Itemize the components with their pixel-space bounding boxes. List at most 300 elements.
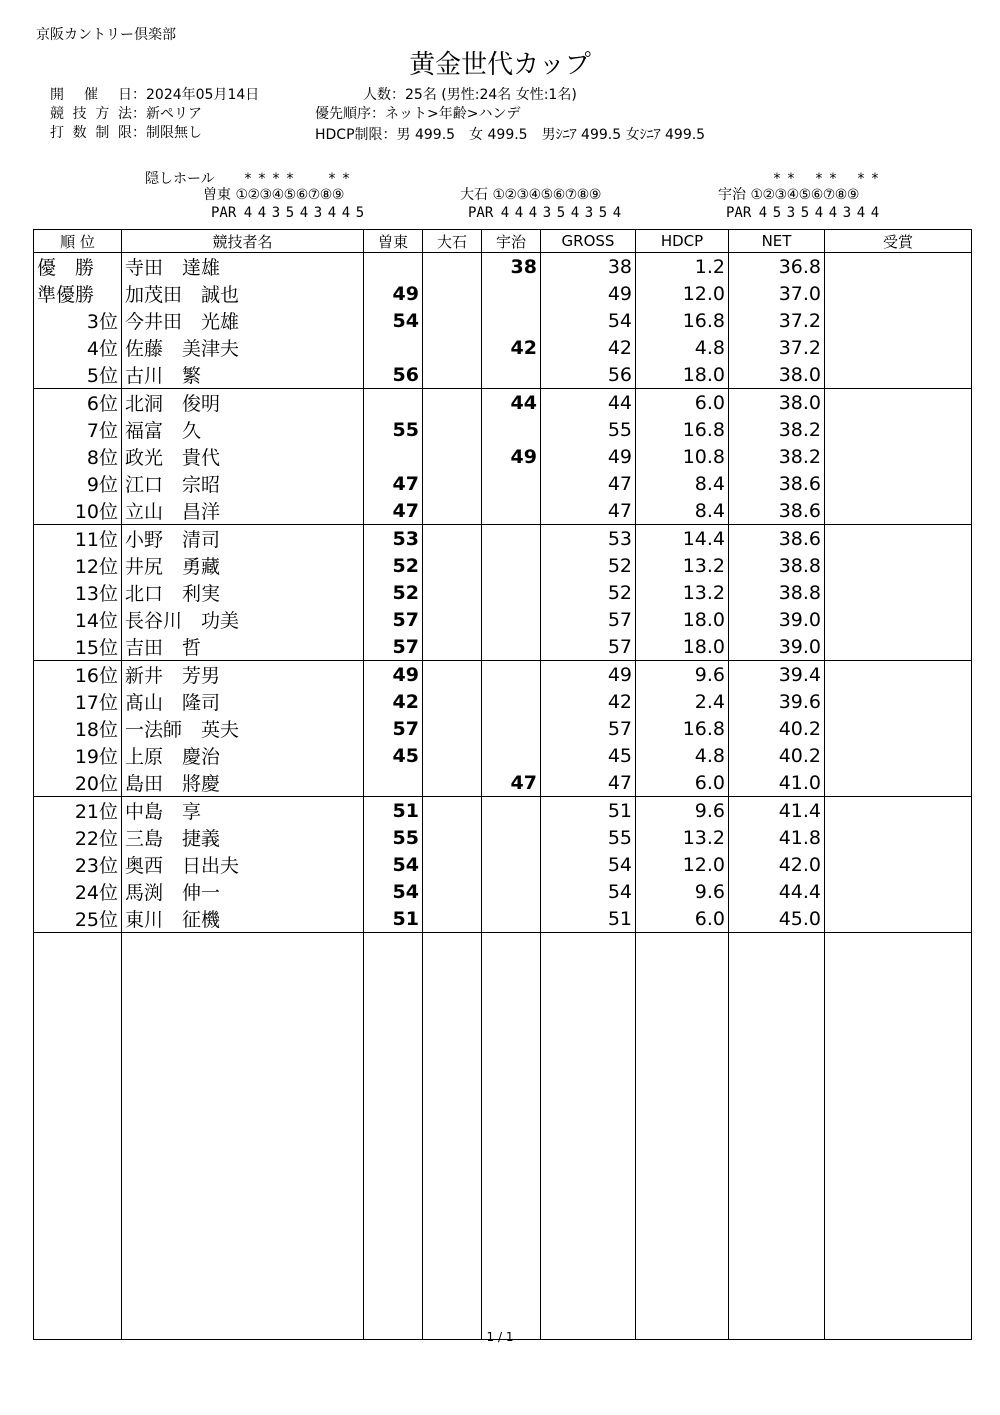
par-value: 3 (313, 205, 323, 221)
player-name: 北洞 俊明 (122, 389, 364, 417)
hidden-mark: * (257, 171, 267, 187)
course-name: 大石 (460, 187, 488, 203)
score-oishi (423, 851, 482, 878)
net-cell: 37.2 (729, 307, 825, 334)
gross-cell: 47 (541, 497, 636, 525)
club-name: 京阪カントリー倶楽部 (36, 27, 176, 43)
player-name: 佐藤 美津夫 (122, 334, 364, 361)
course-holes-row (460, 187, 601, 203)
award-cell (825, 661, 972, 689)
hdcp-cell: 18.0 (636, 633, 729, 661)
empty-cell (825, 933, 972, 1340)
hidden-mark: * (856, 171, 866, 187)
players-count: 人数：25名 (男性:24名 女性:1名) (363, 87, 577, 103)
score-soto: 51 (364, 905, 423, 933)
rank-cell: 15位 (34, 633, 122, 661)
score-soto: 45 (364, 742, 423, 769)
par-value: 3 (584, 205, 594, 221)
table-row (34, 416, 972, 443)
net-cell: 38.8 (729, 579, 825, 606)
award-cell (825, 443, 972, 470)
score-uji: 42 (482, 334, 541, 361)
hidden-mark: * (772, 171, 782, 187)
player-name: 長谷川 功美 (122, 606, 364, 633)
score-uji: 44 (482, 389, 541, 417)
method-value: 新ペリア (146, 106, 202, 122)
table-header (34, 230, 972, 253)
hdcp-cell: 6.0 (636, 769, 729, 797)
rank-cell: 19位 (34, 742, 122, 769)
rank-cell: 4位 (34, 334, 122, 361)
score-uji: 38 (482, 253, 541, 281)
score-soto: 55 (364, 416, 423, 443)
net-cell: 41.0 (729, 769, 825, 797)
empty-cell (636, 933, 729, 1340)
rank-cell: 13位 (34, 579, 122, 606)
par-value: 4 (257, 205, 267, 221)
rank-cell: 12位 (34, 552, 122, 579)
par-value: 5 (285, 205, 295, 221)
score-uji (482, 633, 541, 661)
rank-cell: 7位 (34, 416, 122, 443)
par-value: 5 (355, 205, 365, 221)
score-oishi (423, 389, 482, 417)
date-label: 開催日 (50, 87, 132, 103)
table-row (34, 688, 972, 715)
player-name: 江口 宗昭 (122, 470, 364, 497)
gross-cell: 49 (541, 280, 636, 307)
award-cell (825, 606, 972, 633)
table-row (34, 769, 972, 797)
net-cell: 40.2 (729, 742, 825, 769)
score-oishi (423, 280, 482, 307)
score-soto: 57 (364, 715, 423, 742)
rank-cell: 18位 (34, 715, 122, 742)
player-name: 新井 芳男 (122, 661, 364, 689)
table-row (34, 579, 972, 606)
score-soto: 52 (364, 552, 423, 579)
rank-cell: 8位 (34, 443, 122, 470)
award-cell (825, 470, 972, 497)
gross-cell: 53 (541, 525, 636, 553)
player-name: 一法師 英夫 (122, 715, 364, 742)
score-oishi (423, 797, 482, 825)
hdcp-cell: 13.2 (636, 552, 729, 579)
player-name: 上原 慶治 (122, 742, 364, 769)
limit-label: 打数制限 (50, 125, 132, 141)
net-cell: 38.6 (729, 470, 825, 497)
score-oishi (423, 552, 482, 579)
net-cell: 39.0 (729, 633, 825, 661)
col-award: 受賞 (825, 230, 972, 253)
score-oishi (423, 443, 482, 470)
net-cell: 38.2 (729, 443, 825, 470)
rank-cell: 9位 (34, 470, 122, 497)
priority-order: 優先順序：ネット>年齢>ハンデ (315, 106, 521, 122)
col-uji: 宇治 (482, 230, 541, 253)
score-soto: 57 (364, 633, 423, 661)
hidden-mark: * (327, 171, 337, 187)
score-uji (482, 824, 541, 851)
rank-cell: 24位 (34, 878, 122, 905)
player-name: 吉田 哲 (122, 633, 364, 661)
player-name: 立山 昌洋 (122, 497, 364, 525)
par-value: 4 (856, 205, 866, 221)
page-title: 黄金世代カップ (409, 50, 591, 80)
award-cell (825, 715, 972, 742)
table-row (34, 797, 972, 825)
score-soto: 57 (364, 606, 423, 633)
score-oishi (423, 525, 482, 553)
score-uji (482, 416, 541, 443)
score-oishi (423, 661, 482, 689)
hidden-hole-marks (498, 171, 624, 187)
gross-cell: 38 (541, 253, 636, 281)
score-uji (482, 905, 541, 933)
gross-cell: 42 (541, 688, 636, 715)
par-value: 4 (570, 205, 580, 221)
rank-cell: 23位 (34, 851, 122, 878)
award-cell (825, 905, 972, 933)
score-soto (364, 389, 423, 417)
award-cell (825, 253, 972, 281)
par-value: 4 (243, 205, 253, 221)
score-soto: 53 (364, 525, 423, 553)
col-name: 競技者名 (122, 230, 364, 253)
limit-value: 制限無し (146, 125, 202, 141)
table-row (34, 715, 972, 742)
rank-cell: 優 勝 (34, 253, 122, 281)
table-row (34, 742, 972, 769)
par-value: 4 (814, 205, 824, 221)
course-holes-row (718, 187, 859, 203)
net-cell: 37.0 (729, 280, 825, 307)
rank-cell: 21位 (34, 797, 122, 825)
course-name: 宇治 (718, 187, 746, 203)
net-cell: 38.8 (729, 552, 825, 579)
net-cell: 40.2 (729, 715, 825, 742)
rank-cell: 5位 (34, 361, 122, 389)
hdcp-cell: 8.4 (636, 470, 729, 497)
score-soto: 42 (364, 688, 423, 715)
gross-cell: 55 (541, 824, 636, 851)
award-cell (825, 497, 972, 525)
hole-numbers: ①②③④⑤⑥⑦⑧⑨ (750, 187, 859, 203)
score-oishi (423, 470, 482, 497)
award-cell (825, 742, 972, 769)
hdcp-limit: HDCP制限：男 499.5 女 499.5 男ｼﾆｱ 499.5 女ｼﾆｱ 499.5 (315, 127, 706, 143)
empty-cell (541, 933, 636, 1340)
rank-cell: 10位 (34, 497, 122, 525)
award-cell (825, 552, 972, 579)
par-row (211, 205, 367, 221)
award-cell (825, 416, 972, 443)
net-cell: 38.0 (729, 389, 825, 417)
score-uji (482, 470, 541, 497)
par-value: 4 (299, 205, 309, 221)
hdcp-cell: 6.0 (636, 389, 729, 417)
player-name: 小野 清司 (122, 525, 364, 553)
gross-cell: 55 (541, 416, 636, 443)
par-label: PAR (468, 205, 494, 221)
score-uji: 47 (482, 769, 541, 797)
col-gross: GROSS (541, 230, 636, 253)
hdcp-cell: 4.8 (636, 334, 729, 361)
hdcp-cell: 10.8 (636, 443, 729, 470)
gross-cell: 57 (541, 633, 636, 661)
rank-cell: 14位 (34, 606, 122, 633)
par-value: 4 (500, 205, 510, 221)
hdcp-cell: 18.0 (636, 361, 729, 389)
rank-cell: 3位 (34, 307, 122, 334)
player-name: 井尻 勇藏 (122, 552, 364, 579)
table-row (34, 470, 972, 497)
hidden-mark: * (271, 171, 281, 187)
award-cell (825, 334, 972, 361)
gross-cell: 51 (541, 905, 636, 933)
hidden-hole-marks (756, 171, 882, 187)
empty-cell (423, 933, 482, 1340)
par-value: 5 (598, 205, 608, 221)
hdcp-cell: 9.6 (636, 797, 729, 825)
score-uji (482, 361, 541, 389)
gross-cell: 57 (541, 606, 636, 633)
empty-row-area (34, 933, 972, 1340)
score-soto (364, 253, 423, 281)
score-uji (482, 579, 541, 606)
hole-numbers: ①②③④⑤⑥⑦⑧⑨ (235, 187, 344, 203)
hdcp-cell: 1.2 (636, 253, 729, 281)
gross-cell: 54 (541, 878, 636, 905)
rank-cell: 20位 (34, 769, 122, 797)
par-value: 4 (514, 205, 524, 221)
gross-cell: 44 (541, 389, 636, 417)
hdcp-cell: 16.8 (636, 416, 729, 443)
col-hdcp: HDCP (636, 230, 729, 253)
score-oishi (423, 253, 482, 281)
table-row (34, 389, 972, 417)
score-oishi (423, 334, 482, 361)
rank-cell: 17位 (34, 688, 122, 715)
net-cell: 38.2 (729, 416, 825, 443)
hdcp-cell: 12.0 (636, 851, 729, 878)
award-cell (825, 389, 972, 417)
table-row (34, 905, 972, 933)
hdcp-cell: 6.0 (636, 905, 729, 933)
par-label: PAR (726, 205, 752, 221)
par-value: 5 (556, 205, 566, 221)
empty-cell (122, 933, 364, 1340)
par-value: 4 (612, 205, 622, 221)
score-uji (482, 851, 541, 878)
par-value: 3 (842, 205, 852, 221)
score-oishi (423, 769, 482, 797)
table-row (34, 334, 972, 361)
rank-cell: 16位 (34, 661, 122, 689)
score-oishi (423, 579, 482, 606)
hidden-mark: * (786, 171, 796, 187)
table-row (34, 661, 972, 689)
score-uji (482, 525, 541, 553)
rank-cell: 25位 (34, 905, 122, 933)
net-cell: 42.0 (729, 851, 825, 878)
method-label: 競技方法 (50, 106, 132, 122)
score-soto: 47 (364, 470, 423, 497)
net-cell: 39.0 (729, 606, 825, 633)
hdcp-cell: 13.2 (636, 824, 729, 851)
par-value: 5 (772, 205, 782, 221)
col-rank: 順 位 (34, 230, 122, 253)
score-oishi (423, 633, 482, 661)
gross-cell: 56 (541, 361, 636, 389)
rank-cell: 準優勝 (34, 280, 122, 307)
score-oishi (423, 606, 482, 633)
gross-cell: 47 (541, 470, 636, 497)
gross-cell: 47 (541, 769, 636, 797)
net-cell: 39.4 (729, 661, 825, 689)
par-value: 4 (758, 205, 768, 221)
hdcp-cell: 16.8 (636, 307, 729, 334)
score-soto: 51 (364, 797, 423, 825)
award-cell (825, 688, 972, 715)
award-cell (825, 878, 972, 905)
hdcp-cell: 12.0 (636, 280, 729, 307)
score-soto (364, 334, 423, 361)
table-row (34, 307, 972, 334)
player-name: 中島 享 (122, 797, 364, 825)
empty-cell (34, 933, 122, 1340)
par-row (468, 205, 624, 221)
event-info-left (50, 86, 259, 143)
net-cell: 41.8 (729, 824, 825, 851)
award-cell (825, 824, 972, 851)
hdcp-cell: 2.4 (636, 688, 729, 715)
player-name: 今井田 光雄 (122, 307, 364, 334)
score-soto: 52 (364, 579, 423, 606)
par-value: 3 (271, 205, 281, 221)
score-soto: 56 (364, 361, 423, 389)
course-holes-row (203, 187, 344, 203)
net-cell: 37.2 (729, 334, 825, 361)
table-row (34, 443, 972, 470)
score-uji (482, 606, 541, 633)
gross-cell: 54 (541, 851, 636, 878)
score-uji (482, 552, 541, 579)
col-soto: 曽東 (364, 230, 423, 253)
player-name: 髙山 隆司 (122, 688, 364, 715)
results-table (33, 229, 972, 1340)
award-cell (825, 579, 972, 606)
hidden-mark: * (814, 171, 824, 187)
gross-cell: 52 (541, 579, 636, 606)
hdcp-cell: 4.8 (636, 742, 729, 769)
gross-cell: 49 (541, 443, 636, 470)
score-uji (482, 307, 541, 334)
col-net: NET (729, 230, 825, 253)
player-name: 寺田 達雄 (122, 253, 364, 281)
score-uji (482, 797, 541, 825)
table-row (34, 633, 972, 661)
gross-cell: 57 (541, 715, 636, 742)
gross-cell: 54 (541, 307, 636, 334)
player-name: 福富 久 (122, 416, 364, 443)
score-oishi (423, 878, 482, 905)
gross-cell: 49 (541, 661, 636, 689)
score-oishi (423, 824, 482, 851)
score-soto: 55 (364, 824, 423, 851)
date-value: 2024年05月14日 (146, 87, 260, 103)
par-value: 4 (528, 205, 538, 221)
score-uji (482, 688, 541, 715)
score-oishi (423, 688, 482, 715)
date-row: 開催日：2024年05月14日 (50, 87, 260, 103)
hdcp-cell: 18.0 (636, 606, 729, 633)
net-cell: 45.0 (729, 905, 825, 933)
hdcp-cell: 16.8 (636, 715, 729, 742)
player-name: 奥西 日出夫 (122, 851, 364, 878)
gross-cell: 51 (541, 797, 636, 825)
gross-cell: 52 (541, 552, 636, 579)
par-value: 4 (341, 205, 351, 221)
score-soto: 54 (364, 307, 423, 334)
score-uji: 49 (482, 443, 541, 470)
par-value: 4 (828, 205, 838, 221)
table-row (34, 525, 972, 553)
award-cell (825, 525, 972, 553)
score-oishi (423, 497, 482, 525)
hidden-holes-label: 隠しホール (145, 171, 215, 187)
table-row (34, 851, 972, 878)
score-soto: 54 (364, 851, 423, 878)
table-row (34, 552, 972, 579)
score-uji (482, 661, 541, 689)
player-name: 馬渕 伸一 (122, 878, 364, 905)
net-cell: 38.6 (729, 525, 825, 553)
rank-cell: 6位 (34, 389, 122, 417)
score-oishi (423, 361, 482, 389)
empty-cell (482, 933, 541, 1340)
net-cell: 36.8 (729, 253, 825, 281)
score-soto: 54 (364, 878, 423, 905)
table-row (34, 606, 972, 633)
net-cell: 41.4 (729, 797, 825, 825)
player-name: 東川 征機 (122, 905, 364, 933)
award-cell (825, 361, 972, 389)
hidden-mark: * (870, 171, 880, 187)
hole-numbers: ①②③④⑤⑥⑦⑧⑨ (492, 187, 601, 203)
award-cell (825, 851, 972, 878)
player-name: 島田 將慶 (122, 769, 364, 797)
player-name: 政光 貴代 (122, 443, 364, 470)
hdcp-cell: 14.4 (636, 525, 729, 553)
gross-cell: 42 (541, 334, 636, 361)
par-value: 3 (786, 205, 796, 221)
score-soto (364, 443, 423, 470)
score-soto: 49 (364, 661, 423, 689)
table-row (34, 878, 972, 905)
score-soto (364, 769, 423, 797)
hidden-hole-marks (241, 171, 367, 187)
limit-row: 打数制限：制限無し (50, 125, 202, 141)
score-uji (482, 715, 541, 742)
page-number: 1 / 1 (486, 1330, 514, 1344)
score-oishi (423, 715, 482, 742)
award-cell (825, 280, 972, 307)
score-uji (482, 280, 541, 307)
award-cell (825, 797, 972, 825)
empty-cell (729, 933, 825, 1340)
award-cell (825, 633, 972, 661)
